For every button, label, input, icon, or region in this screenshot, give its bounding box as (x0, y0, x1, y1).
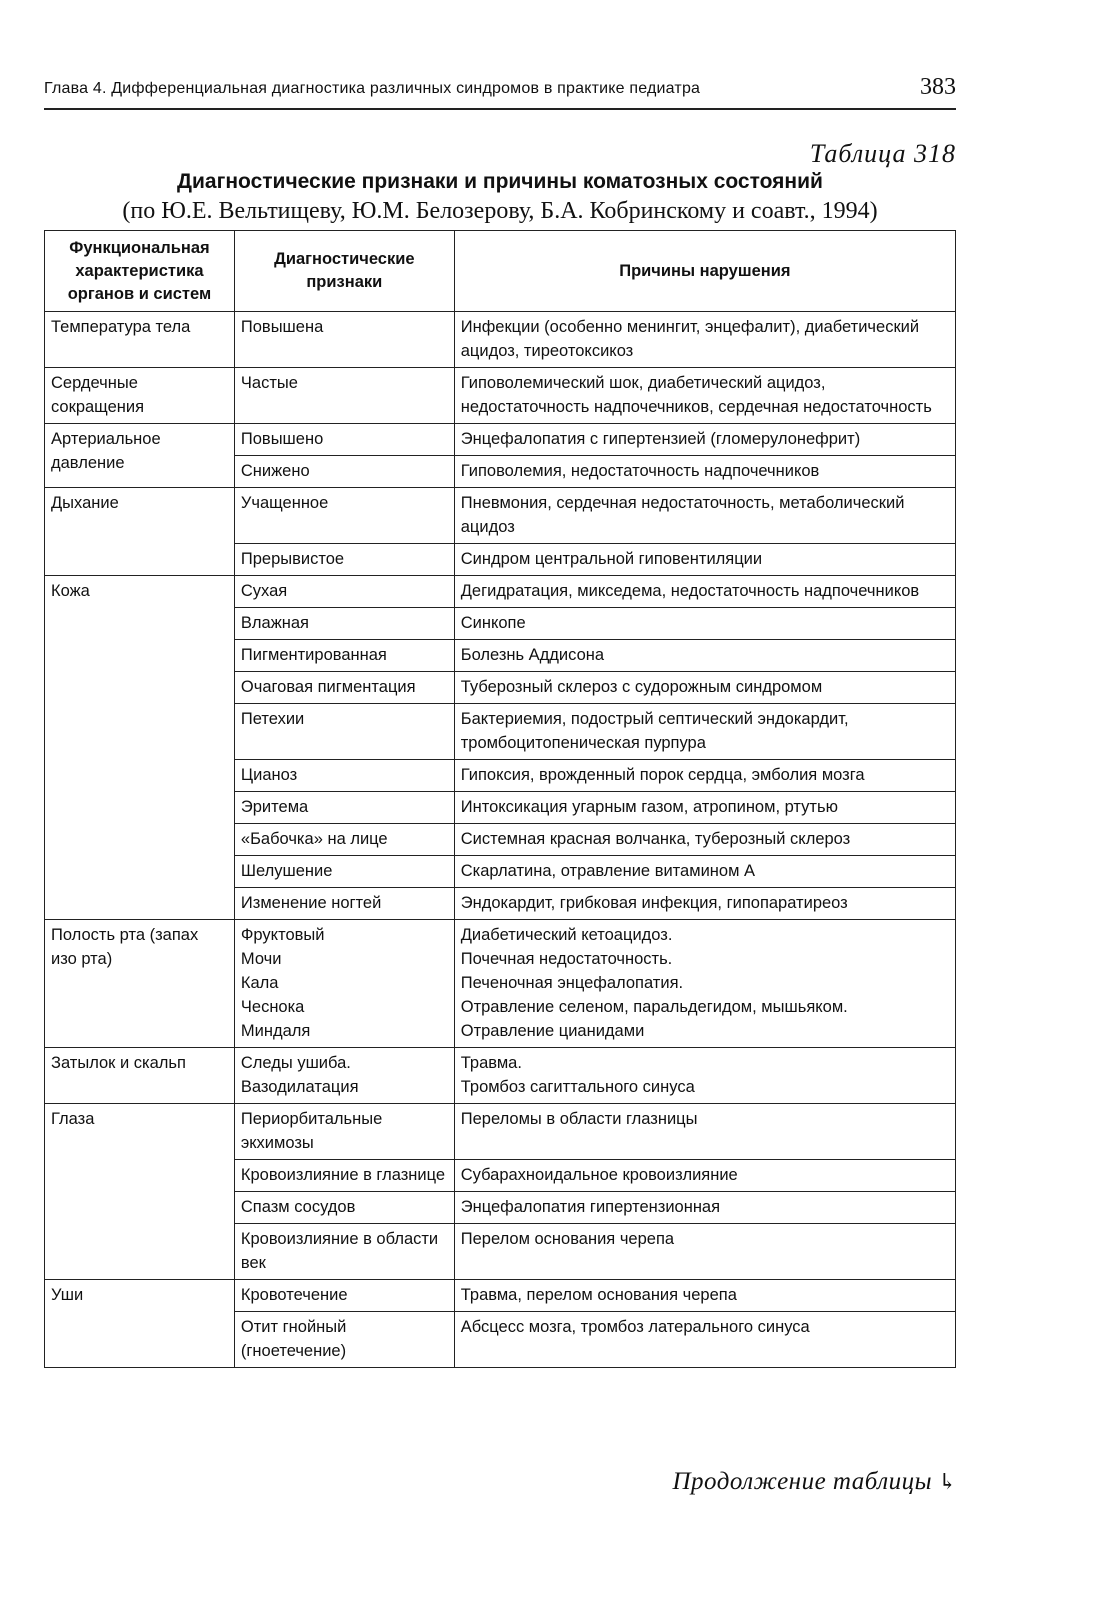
cause-cell: Эндокардит, грибковая инфекция, гипопаратиреоз (454, 888, 955, 920)
table-body (45, 312, 956, 1368)
sign-cell: «Бабочка» на лице (234, 824, 454, 856)
table-row (45, 488, 956, 544)
column-header-signs: Диагностические признаки (234, 231, 454, 312)
cause-cell: Травма, перелом основания черепа (454, 1280, 955, 1312)
sign-cell: Повышена (234, 312, 454, 368)
sign-cell: Влажная (234, 608, 454, 640)
cause-cell: Системная красная волчанка, туберозный склероз (454, 824, 955, 856)
table-title: Диагностические признаки и причины коматозных состояний (177, 170, 823, 193)
table-row (45, 576, 956, 608)
cause-cell: Болезнь Аддисона (454, 640, 955, 672)
table-row (45, 1104, 956, 1160)
chapter-title: Глава 4. Дифференциальная диагностика различных синдромов в практике педиатра (44, 80, 701, 97)
cause-cell: Скарлатина, отравление витамином А (454, 856, 955, 888)
cause-cell: Синкопе (454, 608, 955, 640)
category-cell: Сердечные сокращения (45, 368, 235, 424)
running-header (44, 74, 956, 110)
sign-cell: Прерывистое (234, 544, 454, 576)
cause-cell: Переломы в области глазницы (454, 1104, 955, 1160)
table-row (45, 312, 956, 368)
cause-cell: Бактериемия, подострый септический эндокардит, тромбоцитопеническая пурпура (454, 704, 955, 760)
table-header-row (45, 231, 956, 312)
category-cell: Полость рта (запах изо рта) (45, 920, 235, 1048)
sign-cell: Петехии (234, 704, 454, 760)
table-row (45, 424, 956, 456)
table-row (45, 920, 956, 1048)
sign-cell: Снижено (234, 456, 454, 488)
cause-cell: Интоксикация угарным газом, атропином, ртутью (454, 792, 955, 824)
cause-cell: Гипоксия, врожденный порок сердца, эмболия мозга (454, 760, 955, 792)
table-row (45, 368, 956, 424)
column-header-function: Функциональная характеристика органов и систем (45, 231, 235, 312)
sign-cell: Кровотечение (234, 1280, 454, 1312)
sign-cell: Повышено (234, 424, 454, 456)
table-subtitle: (по Ю.Е. Вельтищеву, Ю.М. Белозерову, Б.А. Кобринскому и соавт., 1994) (122, 198, 878, 224)
sign-cell: Кровоизлияние в области век (234, 1224, 454, 1280)
cause-cell: Дегидратация, микседема, недостаточность надпочечников (454, 576, 955, 608)
cause-cell: Перелом основания черепа (454, 1224, 955, 1280)
cause-cell: Гиповолемия, недостаточность надпочечников (454, 456, 955, 488)
sign-cell: Пигментированная (234, 640, 454, 672)
sign-cell: Учащенное (234, 488, 454, 544)
sign-cell: Частые (234, 368, 454, 424)
table-row (45, 1048, 956, 1104)
sign-cell: Шелушение (234, 856, 454, 888)
cause-cell: Энцефалопатия с гипертензией (гломерулонефрит) (454, 424, 955, 456)
cause-cell: Диабетический кетоацидоз. Почечная недостаточность. Печеночная энцефалопатия. Отравление селеном, паральдегидом, мышьяком. Отравление цианидами (454, 920, 955, 1048)
sign-cell: Очаговая пигментация (234, 672, 454, 704)
category-cell: Дыхание (45, 488, 235, 576)
cause-cell: Синдром центральной гиповентиляции (454, 544, 955, 576)
continuation-note (673, 1468, 958, 1496)
sign-cell: Периорбитальные экхимозы (234, 1104, 454, 1160)
sign-cell: Следы ушиба. Вазодилатация (234, 1048, 454, 1104)
cause-cell: Энцефалопатия гипертензионная (454, 1192, 955, 1224)
sign-cell: Кровоизлияние в глазнице (234, 1160, 454, 1192)
category-cell: Температура тела (45, 312, 235, 368)
table-number: Таблица 318 (809, 139, 956, 168)
column-header-causes: Причины нарушения (454, 231, 955, 312)
table-row (45, 1280, 956, 1312)
continuation-text: Продолжение таблицы (672, 1468, 933, 1495)
sign-cell: Спазм сосудов (234, 1192, 454, 1224)
category-cell: Уши (45, 1280, 235, 1368)
cause-cell: Инфекции (особенно менингит, энцефалит), диабетический ацидоз, тиреотоксикоз (454, 312, 955, 368)
sign-cell: Сухая (234, 576, 454, 608)
sign-cell: Эритема (234, 792, 454, 824)
sign-cell: Фруктовый Мочи Кала Чеснока Миндаля (234, 920, 454, 1048)
category-cell: Артериальное давление (45, 424, 235, 488)
cause-cell: Субарахноидальное кровоизлияние (454, 1160, 955, 1192)
category-cell: Затылок и скальп (45, 1048, 235, 1104)
cause-cell: Травма. Тромбоз сагиттального синуса (454, 1048, 955, 1104)
category-cell: Кожа (45, 576, 235, 920)
sign-cell: Отит гнойный (гноетечение) (234, 1312, 454, 1368)
cause-cell: Абсцесс мозга, тромбоз латерального синуса (454, 1312, 955, 1368)
cause-cell: Гиповолемический шок, диабетический ацидоз, недостаточность надпочечников, сердечная недостаточность (454, 368, 955, 424)
category-cell: Глаза (45, 1104, 235, 1280)
coma-signs-table (44, 230, 956, 1368)
cause-cell: Туберозный склероз с судорожным синдромом (454, 672, 955, 704)
sign-cell: Цианоз (234, 760, 454, 792)
continue-arrow-icon: ↳ (938, 1469, 957, 1494)
page-number: 383 (920, 74, 956, 100)
sign-cell: Изменение ногтей (234, 888, 454, 920)
cause-cell: Пневмония, сердечная недостаточность, метаболический ацидоз (454, 488, 955, 544)
